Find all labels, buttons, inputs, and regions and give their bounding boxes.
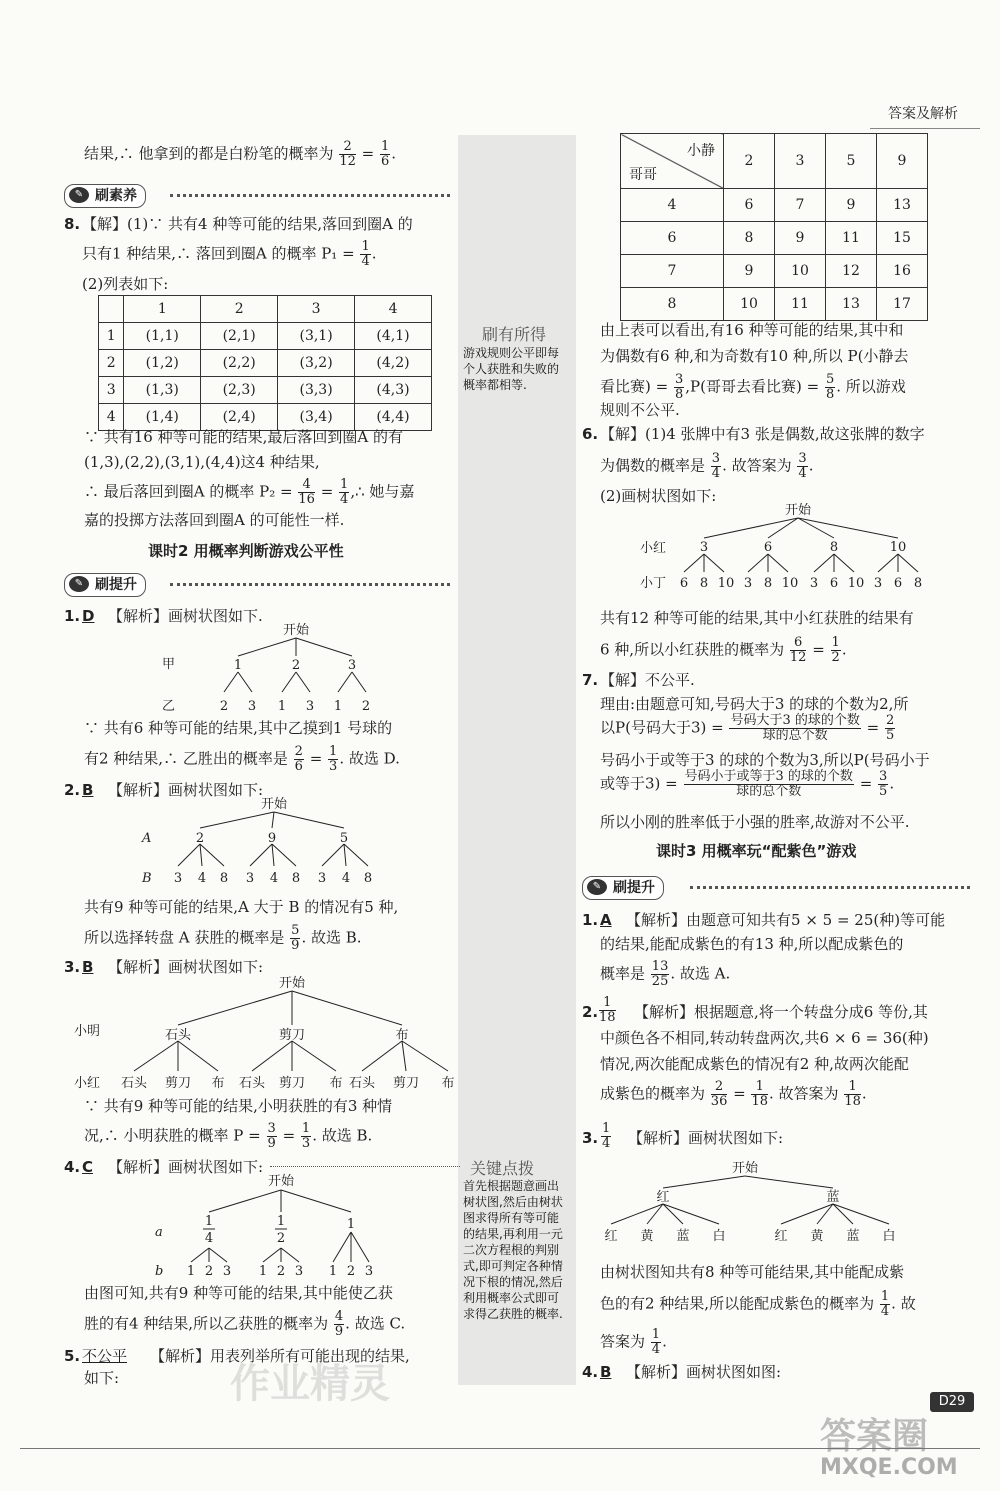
q6-line5: 6 种,所以小红获胜的概率为 $\frac{6}{12}$ = $\frac{1}{2}$ . [600,635,847,665]
tree-node: 剪刀 [278,1028,306,1043]
table-cell: 4 [621,189,724,222]
q8-line6: ∴ 最后落回到圈A 的概率 P₂ = $\frac{4}{16}$ = $\frac{1}{4}$ ,∴ 她与嘉 [84,477,415,507]
header-label: 答案及解析 [888,106,958,122]
tree-leaf: 3 [743,576,753,591]
tree-leaf: 蓝 [676,1229,690,1244]
tree-start: 开始 [278,976,306,991]
table-cell: 8 [621,288,724,321]
table-row [621,222,928,255]
tree-leaf: 红 [774,1229,788,1244]
table-row [99,350,432,377]
tree-leaf: 白 [882,1229,896,1244]
q4-line3: 胜的有4 种结果,所以乙获胜的概率为 $\frac{4}{9}$ . 故选 C. [84,1309,406,1339]
tree-leaf: 1 [258,1264,268,1279]
table-cell: (4,2) [355,350,432,377]
q7-line4: 号码小于或等于3 的球的个数为3,所以P(号码小于 [600,751,930,769]
tree-node: 1 [346,1217,356,1232]
sum-table [620,133,928,321]
tree-node: 3 [699,540,709,555]
q1-answer: D [82,607,95,625]
q5-number: 5. [64,1347,81,1365]
table-cell: (2,1) [201,323,278,350]
tree-leaf: 布 [211,1076,225,1091]
table-cell: (2,3) [201,377,278,404]
tree-leaf: 3 [364,1264,374,1279]
tree-row-label: 甲 [162,657,176,672]
q2-answer: B [82,781,94,799]
lesson-2-title: 课时2 用概率判断游戏公平性 [148,542,344,560]
q5-line2: 如下: [84,1369,120,1387]
q7-line1: 【解】不公平. [600,671,695,689]
tree-start: 开始 [282,623,310,638]
tree-leaf: 6 [893,576,903,591]
q1-number: 1. [64,607,81,625]
tree-node: 4 [204,1231,214,1246]
tree-row-label: B [142,871,152,886]
table-header-row [99,296,432,323]
q4-text: 【解析】画树状图如下: [108,1158,264,1176]
tree-row-label: 小红 [640,541,667,556]
dotted-rule [170,583,450,586]
table-cell: 8 [724,222,775,255]
tree-node: 石头 [164,1028,192,1043]
q1-text: 【解析】画树状图如下. [108,607,263,625]
tree-leaf: 2 [204,1264,214,1279]
q1-line2: ∵ 共有6 种等可能的结果,其中乙摸到1 号球的 [84,719,393,737]
table-header-row [621,134,928,189]
q8-line5: (1,3),(2,2),(3,1),(4,4)这4 种结果, [84,453,320,471]
p3-line1: 【解析】画树状图如下: [628,1129,784,1147]
table-cell: (4,3) [355,377,432,404]
p1-line3: 概率是 $\frac{13}{25}$ . 故选 A. [600,959,731,989]
q2-number: 2. [64,781,81,799]
badge-icon: ✎ [587,879,607,895]
table-cell: (1,4) [124,404,201,431]
q6-line3: (2)画树状图如下: [600,487,717,505]
table-row [621,288,928,321]
tree-leaf: 3 [222,1264,232,1279]
tree-leaf: 8 [699,576,709,591]
table-corner-cell [621,134,724,189]
tree-leaf: 3 [809,576,819,591]
table-cell: 9 [775,222,826,255]
q7-line5: 或等于3) = $\frac{\text{号码小于或等于3 的球的个数}}{\text{球的总个数}}$ = $\frac{3}{5}$ . [600,769,895,799]
q1-line3: 有2 种结果,∴ 乙胜出的概率是 $\frac{2}{6}$ = $\frac{1}{3}$ . 故选 D. [84,744,400,774]
page-number-text: D29 [938,1394,966,1409]
table-cell: (2,4) [201,404,278,431]
table-cell: 1 [99,323,124,350]
p2-line1: 【解析】根据题意,将一个转盘分成6 等份,其 [634,1003,928,1021]
tree-diagram-5 [640,500,940,595]
q3-answer: B [82,958,94,976]
tree-leaf: 8 [913,576,923,591]
table-cell: 11 [826,222,877,255]
tree-leaf: 3 [245,871,255,886]
watermark-center: 作业精灵 [230,1361,390,1407]
table-cell: 11 [775,288,826,321]
tree-leaf: 10 [781,576,799,591]
tree-leaf: 2 [346,1264,356,1279]
table-cell: 6 [621,222,724,255]
tree-leaf: 6 [679,576,689,591]
outcome-table-1 [98,295,432,431]
q4-line2: 由图可知,共有9 种等可能的结果,其中能使乙获 [84,1284,393,1302]
q4-answer: C [82,1158,94,1176]
tree-node: 1 [204,1214,214,1229]
sidebar-title-1: 刷有所得 [482,325,547,344]
table-cell: (3,3) [278,377,355,404]
tree-leaf: 2 [361,699,371,714]
tree-node: 2 [291,658,301,673]
p2-line4: 成紫色的概率为 $\frac{2}{36}$ = $\frac{1}{18}$ . 故答案为 $\frac{1}{18}$ . [600,1079,867,1109]
tree-leaf: 3 [873,576,883,591]
tree-leaf: 蓝 [846,1229,860,1244]
table-cell: 12 [826,255,877,288]
tree-leaf: 10 [847,576,865,591]
p2-number: 2. [582,1003,599,1021]
tree-leaf: 1 [333,699,343,714]
tree-row-label: a [155,1225,163,1240]
tree-leaf: 剪刀 [164,1076,192,1091]
table-cell: 4 [99,404,124,431]
q6-line1: 【解】(1)4 张牌中有3 张是偶数,故这张牌的数字 [600,425,925,443]
tree-start: 开始 [260,797,288,812]
p2-line2: 中颜色各不相同,转动转盘两次,共6 × 6 = 36(种) [600,1029,929,1047]
table-cell: 17 [877,288,928,321]
q6-line4: 共有12 种等可能的结果,其中小红获胜的结果有 [600,609,914,627]
q2-line2: 共有9 种等可能的结果,A 大于 B 的情况有5 种, [84,898,399,916]
r-line2: 为偶数有6 种,和为奇数有10 种,所以 P(小静去 [600,347,909,365]
tree-leaf: 布 [329,1076,343,1091]
corner-top-label: 小静 [687,143,715,159]
tree-leaf: 3 [317,871,327,886]
table-cell: 9 [826,189,877,222]
lesson-3-title: 课时3 用概率玩“配紫色”游戏 [656,842,857,860]
tree-node: 9 [267,831,277,846]
p1-line1: 【解析】由题意可知共有5 × 5 = 25(种)等可能 [626,911,946,929]
p2-line3: 情况,两次能配成紫色的情况有2 种,故两次能配 [600,1055,909,1073]
q2-text: 【解析】画树状图如下: [108,781,264,799]
tree-diagram-4 [145,1172,400,1280]
table-cell: (4,4) [355,404,432,431]
q7-number: 7. [582,671,599,689]
q8-line1: 【解】(1)∵ 共有4 种等可能的结果,落回到圈A 的 [82,215,413,233]
tree-node: 5 [339,831,349,846]
page-number [930,1392,974,1412]
table-cell: 13 [877,189,928,222]
tree-leaf: 3 [247,699,257,714]
dotted-rule [690,886,970,889]
table-header-cell: 5 [826,134,877,189]
q6-number: 6. [582,425,599,443]
tree-leaf: 石头 [238,1076,266,1091]
r-line4: 规则不公平. [600,401,680,419]
table-row [621,189,928,222]
p4-number: 4. [582,1363,599,1381]
tree-diagram-1 [150,622,410,717]
tree-leaf: 布 [441,1076,455,1091]
table-header-cell: 2 [201,296,278,323]
table-row [99,323,432,350]
table-cell: 13 [826,288,877,321]
q8-line2: 只有1 种结果,∴ 落回到圈A 的概率 P₁ = $\frac{1}{4}$ . [82,239,377,269]
q2-line3: 所以选择转盘 A 获胜的概率是 $\frac{5}{9}$ . 故选 B. [84,923,362,953]
tree-node: 蓝 [826,1190,840,1205]
table-cell: 6 [724,189,775,222]
tree-row-label: A [142,831,152,846]
tree-row-label: 小丁 [640,576,667,591]
tree-leaf: 石头 [348,1076,376,1091]
section-badge-3: ✎ 刷提升 [582,876,664,900]
table-cell: (2,2) [201,350,278,377]
table-cell: 16 [877,255,928,288]
tree-node: 2 [276,1231,286,1246]
tree-row-label: 小红 [74,1076,101,1091]
table-cell: 10 [775,255,826,288]
table-cell: (1,1) [124,323,201,350]
tree-node: 1 [276,1214,286,1229]
tree-node: 8 [829,540,839,555]
table-cell: (1,2) [124,350,201,377]
p2-answer: $\frac{1}{18}$ [599,995,616,1025]
tree-leaf: 6 [829,576,839,591]
q4-connector [270,1166,460,1167]
tree-diagram-6 [595,1158,905,1248]
sidebar-title-2: 关键点拨 [470,1159,535,1178]
tree-leaf: 剪刀 [278,1076,306,1091]
tree-row-label: 乙 [162,699,176,714]
p3-line4: 答案为 $\frac{1}{4}$ . [600,1327,667,1357]
q5-answer: 不公平 [82,1347,128,1365]
tree-leaf: 4 [197,871,207,886]
tree-node: 1 [233,658,243,673]
r-line1: 由上表可以看出,有16 种等可能的结果,其中和 [600,321,904,339]
tree-leaf: 1 [277,699,287,714]
q8-line3: (2)列表如下: [82,275,169,293]
tree-leaf: 1 [186,1264,196,1279]
table-cell: 7 [621,255,724,288]
tree-leaf: 3 [173,871,183,886]
dotted-rule [170,194,450,197]
p3-line2: 由树状图知共有8 种等可能结果,其中能配成紫 [600,1263,905,1281]
watermark-site: MXQE.COM [820,1455,958,1480]
table-header-cell: 4 [355,296,432,323]
table-header-cell [99,296,124,323]
tree-leaf: 黄 [810,1229,824,1244]
p3-answer: $\frac{1}{4}$ [602,1121,611,1151]
sidebar-note-1: 游戏规则公平即每个人获胜和失败的概率都相等. [463,346,560,392]
table-header-cell: 3 [278,296,355,323]
tree-node: 6 [763,540,773,555]
table-cell: 7 [775,189,826,222]
tree-row-label: 小明 [74,1024,101,1039]
intro-line: 结果,∴ 他拿到的都是白粉笔的概率为 $\frac{2}{12}$ = $\frac{1}{6}$ . [84,139,397,169]
tree-leaf: 1 [328,1264,338,1279]
q7-line2: 理由:由题意可知,号码大于3 的球的个数为2,所 [600,695,909,713]
tree-leaf: 2 [219,699,229,714]
table-cell: 2 [99,350,124,377]
table-cell: 10 [724,288,775,321]
q6-line2: 为偶数的概率是 $\frac{3}{4}$ . 故答案为 $\frac{3}{4}$ . [600,451,814,481]
p1-line2: 的结果,能配成紫色的有13 种,所以配成紫色的 [600,935,904,953]
p1-number: 1. [582,911,599,929]
table-cell: (3,4) [278,404,355,431]
tree-start: 开始 [267,1174,295,1189]
table-header-cell: 2 [724,134,775,189]
table-cell: 9 [724,255,775,288]
tree-leaf: 剪刀 [392,1076,420,1091]
p4-answer: B [600,1363,612,1381]
q3-line3: 况,∴ 小明获胜的概率 P = $\frac{3}{9}$ = $\frac{1}{3}$ . 故选 B. [84,1121,373,1151]
tree-leaf: 4 [269,871,279,886]
table-header-cell: 9 [877,134,928,189]
tree-node: 10 [889,540,907,555]
tree-diagram-2 [130,796,400,888]
tree-leaf: 8 [763,576,773,591]
tree-start: 开始 [784,503,812,518]
tree-leaf: 2 [276,1264,286,1279]
watermark-logo: 答案圈 [820,1416,929,1457]
tree-node: 布 [395,1028,409,1043]
table-cell: (3,2) [278,350,355,377]
r-line3: 看比赛) = $\frac{3}{8}$ ,P(哥哥去看比赛) = $\frac{5}{8}$ . 所以游戏 [600,372,906,402]
tree-node: 3 [347,658,357,673]
table-cell: 15 [877,222,928,255]
tree-leaf: 3 [294,1264,304,1279]
table-cell: (1,3) [124,377,201,404]
p3-number: 3. [582,1129,599,1147]
badge-icon: ✎ [69,576,89,592]
table-cell: (4,1) [355,323,432,350]
tree-leaf: 10 [717,576,735,591]
table-row [621,255,928,288]
q8-number: 8. [64,215,81,233]
q7-line3: 以P(号码大于3) = $\frac{\text{号码大于3 的球的个数}}{\text{球的总个数}}$ = $\frac{2}{5}$ [600,713,895,743]
tree-node: 红 [656,1190,670,1205]
tree-leaf: 4 [341,871,351,886]
table-cell: (3,1) [278,323,355,350]
q3-number: 3. [64,958,81,976]
p3-line3: 色的有2 种结果,所以能配成紫色的概率为 $\frac{1}{4}$ . 故 [600,1289,916,1319]
section-badge-1: ✎ 刷素养 [64,184,146,208]
tree-leaf: 红 [604,1229,618,1244]
section-badge-2: ✎ 刷提升 [64,573,146,597]
tree-row-label: b [155,1264,164,1279]
tree-leaf: 白 [712,1229,726,1244]
q4-number: 4. [64,1158,81,1176]
table-header-cell: 1 [124,296,201,323]
table-row [99,377,432,404]
sidebar-note-2: 首先根据题意画出树状图,然后由树状图求得所有等可能的结果,再利用一元二次方程根的判别式,即可判定各种情况下根的情况,然后利用概率公式即可求得乙获胜的概率. [463,1179,563,1321]
tree-start: 开始 [731,1161,759,1176]
tree-diagram-3 [70,973,465,1093]
q5-text: 【解析】用表列举所有可能出现的结果, [150,1347,410,1365]
q7-line6: 所以小刚的胜率低于小强的胜率,故游对不公平. [600,813,910,831]
q3-line2: ∵ 共有9 种等可能的结果,小明获胜的有3 种情 [84,1097,393,1115]
corner-bottom-label: 哥哥 [629,167,657,183]
tree-leaf: 石头 [120,1076,148,1091]
tree-leaf: 3 [305,699,315,714]
q8-line4: ∵ 共有16 种等可能的结果,最后落回到圈A 的有 [84,428,403,446]
badge-icon: ✎ [69,187,89,203]
p4-line1: 【解析】画树状图如图: [626,1363,782,1381]
tree-leaf: 8 [291,871,301,886]
tree-leaf: 8 [219,871,229,886]
header-rule [870,128,980,129]
table-header-cell: 3 [775,134,826,189]
tree-leaf: 8 [363,871,373,886]
tree-leaf: 黄 [640,1229,654,1244]
q3-text: 【解析】画树状图如下: [108,958,264,976]
q8-line7: 嘉的投掷方法落回到圈A 的可能性一样. [84,511,345,529]
table-cell: 3 [99,377,124,404]
tree-node: 2 [195,831,205,846]
p1-answer: A [600,911,612,929]
